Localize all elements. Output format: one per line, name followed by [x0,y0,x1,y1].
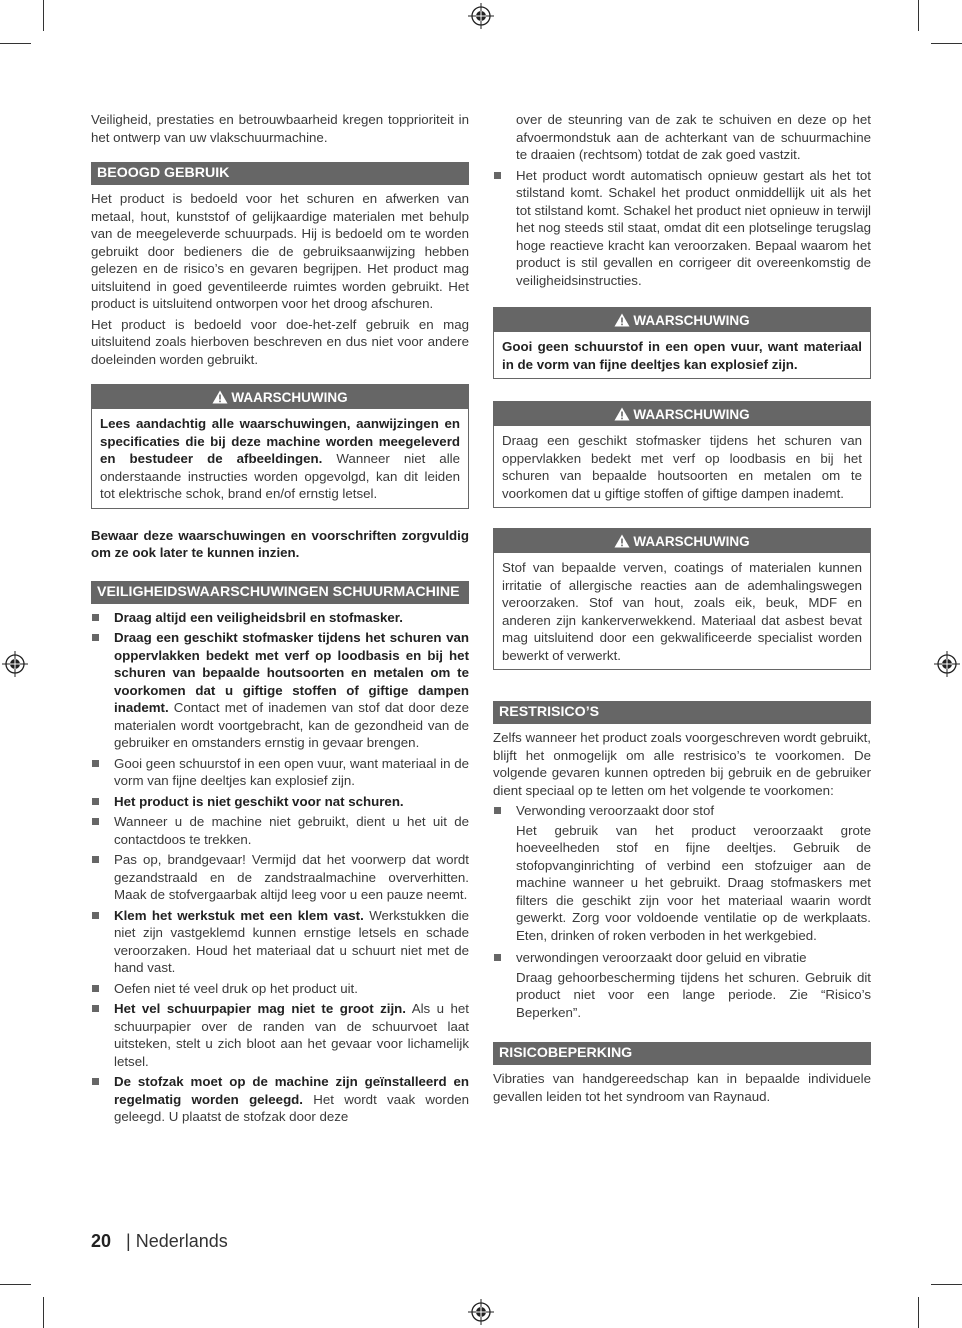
list-item: Oefen niet té veel druk op het product uit. [91,980,469,998]
list-item: Het product is niet geschikt voor nat schuren. [91,793,469,811]
registration-mark-icon [468,3,494,29]
list-item: Verwonding veroorzaakt door stof Het gebruik van het product veroorzaakt grote hoeveelheden stof en fijne deeltjes. Gebruik de stofopvanginrichting of verbind een stofzuiger aan de machine wanneer u het gebruikt. Draag stofmaskers met filters die geschikt zijn voor het materiaal waarin wordt gewerkt. Zorg voor voldoende ventilatie op de werkplaats. Eten, drinken of roken verboden in het werkgebied. [493,802,871,944]
warning-label: WAARSCHUWING [633,313,750,328]
section-heading-risicobeperking: RISICOBEPERKING [493,1042,871,1065]
registration-mark-icon [2,651,28,677]
crop-mark [43,1297,44,1328]
list-item-continuation: over de steunring van de zak te schuiven en deze op het afvoermondstuk aan de achterkant van de schuurmachine te draaien (rechtsom) totdat de zak goed vastzit. [516,112,871,162]
list-item: Draag een geschikt stofmasker tijdens het schuren van oppervlakken bedekt met verf op loodbasis en bij het schuren van bepaalde houtsoorten en metalen om te voorkomen dat u giftige stoffen of giftige dampen inademt. Contact met of inademen van stof dat door deze materialen wordt voortgebracht, kan de gezondheid van de gebruiker en omstanders ernstig in gevaar brengen. [91,629,469,752]
warning-box-4 [493,528,871,670]
list-item: Gooi geen schuurstof in een open vuur, want materiaal in de vorm van fijne deeltjes kan explosief zijn. [91,755,469,790]
warning-text: Gooi geen schuurstof in een open vuur, want materiaal in de vorm van fijne deeltjes kan explosief zijn. [502,339,862,372]
list-item: Het vel schuurpapier mag niet te groot zijn. Als u het schuurpapier over de randen van de schuurvoet laat uitsteken, stelt u zich bloot aan het gevaar voor lichamelijk letsel. [91,1000,469,1070]
warning-triangle-icon [614,407,630,421]
restrisico-list [493,802,871,1021]
warning-triangle-icon [614,534,630,548]
right-column [493,111,871,1108]
warning-box-2 [493,307,871,379]
list-item: De stofzak moet op de machine zijn geïnstalleerd en regelmatig worden geleegd. Het wordt vaak worden geleegd. U plaatst de stofzak door deze [91,1073,469,1126]
list-item: Draag altijd een veiligheidsbril en stofmasker. [91,609,469,627]
warning-header [494,529,870,553]
warning-label: WAARSCHUWING [633,407,750,422]
crop-mark [0,1284,31,1285]
beoogd-paragraph-2: Het product is bedoeld voor doe-het-zelf gebruik en mag uitsluitend zoals hierboven beschreven en dus niet voor andere doeleinden worden gebruikt. [91,316,469,367]
warning-header [494,308,870,332]
warning-box-1 [91,384,469,509]
warning-text: Lees aandachtig alle waarschuwingen, aanwijzingen en specificaties die bij deze machine worden meegeleverd en bestudeer de afbeeldingen. Wanneer niet alle onderstaande instructies worden opgevolgd, kan dit leiden tot elektrische schok, brand en/of ernstig letsel. [100,416,460,501]
crop-mark [43,0,44,31]
section-heading-restrisicos: RESTRISICO’S [493,701,871,724]
page-number: 20 [91,1231,112,1251]
crop-mark [918,1297,919,1328]
footer-language: | Nederlands [126,1231,228,1251]
bewaar-notice: Bewaar deze waarschuwingen en voorschriften zorgvuldig om ze ook later te kunnen inzien. [91,527,469,560]
risico-paragraph: Vibraties van handgereedschap kan in bepaalde individuele gevallen leiden tot het syndroom van Raynaud. [493,1071,871,1104]
crop-mark [918,0,919,31]
section-heading-beoogd-gebruik: BEOOGD GEBRUIK [91,162,469,185]
crop-mark [0,43,31,44]
crop-mark [931,1284,962,1285]
page-footer [91,1231,228,1252]
warning-triangle-icon [614,313,630,327]
warning-label: WAARSCHUWING [231,390,348,405]
warning-header [92,385,468,409]
beoogd-paragraph-1: Het product is bedoeld voor het schuren en afwerken van metaal, hout, kunststof of gelijkaardige materialen met behulp van de meegeleverde schuurpads. Hij is bedoeld om te worden gebruikt door bedieners die de gebruiksaanwijzing hebben gelezen en de risico’s en gevaren begrijpen. Het product mag uitsluitend in goed geventileerde ruimtes worden gebruikt. Het product is uitsluitend ontworpen voor het droog afschuren. [91,191,469,311]
list-item: Het product wordt automatisch opnieuw gestart als het tot stilstand komt. Schakel het product onmiddellijk uit als het tot stilstand komt. Schakel het product niet opnieuw in terwijl het nog steeds stil staat, omdat dit een plotselinge terugslag hoge reactieve kracht kan veroorzaken. Bepaal waarom het product is stil gevallen en corrigeer dit overeenkomstig de veiligheidsinstructies. [493,167,871,290]
restrisico-paragraph: Zelfs wanneer het product zoals voorgeschreven wordt gebruikt, blijft het onmogelijk om alle restrisico’s te voorkomen. De volgende gevaren kunnen optreden bij gebruik en de gebruiker dient speciaal op te letten om het volgende te voorkomen: [493,730,871,798]
warning-text: Stof van bepaalde verven, coatings of materialen kunnen irritatie of allergische reacties aan de ademhalingswegen veroorzaken. Stof van hout, zoals eik, beuk, MDF en anderen zijn kankerverwekkend. Materiaal dat asbest bevat mag uitsluitend door een gekwalificeerde specialist worden bewerkt of verwerkt. [502,560,862,663]
list-item: Klem het werkstuk met een klem vast. Werkstukken die niet zijn vastgeklemd kunnen ernstige letsels en schade veroorzaken. Houd het materiaal dat u schuurt niet met de hand vast. [91,907,469,977]
intro-paragraph: Veiligheid, prestaties en betrouwbaarheid kregen topprioriteit in het ontwerp van uw vlakschuurmachine. [91,112,469,145]
list-item: Pas op, brandgevaar! Vermijd dat het voorwerp dat wordt gezandstraald en de zandstraalmachine oververhitten. Maak de stofvergaarbak altijd leeg voor u een pauze neemt. [91,851,469,904]
warning-box-3 [493,401,871,508]
list-item: Wanneer u de machine niet gebruikt, dient u het uit de contactdoos te trekken. [91,813,469,848]
safety-list [91,609,469,1126]
warning-label: WAARSCHUWING [633,534,750,549]
warning-triangle-icon [212,390,228,404]
registration-mark-icon [468,1299,494,1325]
warning-header [494,402,870,426]
list-item: verwondingen veroorzaakt door geluid en vibratie Draag gehoorbescherming tijdens het schuren. Gebruik dit product niet voor een lange periode. Zie “Risico’s Beperken”. [493,949,871,1021]
warning-text: Draag een geschikt stofmasker tijdens het schuren van oppervlakken bedekt met verf op loodbasis en bij het schuren van bepaalde houtsoorten en metalen om te voorkomen dat u giftige stoffen of giftige dampen inademt. [502,433,862,501]
left-column [91,111,469,1129]
section-heading-veiligheidswaarschuwingen: VEILIGHEIDSWAARSCHUWINGEN SCHUURMACHINE [91,581,469,604]
registration-mark-icon [934,651,960,677]
crop-mark [931,43,962,44]
